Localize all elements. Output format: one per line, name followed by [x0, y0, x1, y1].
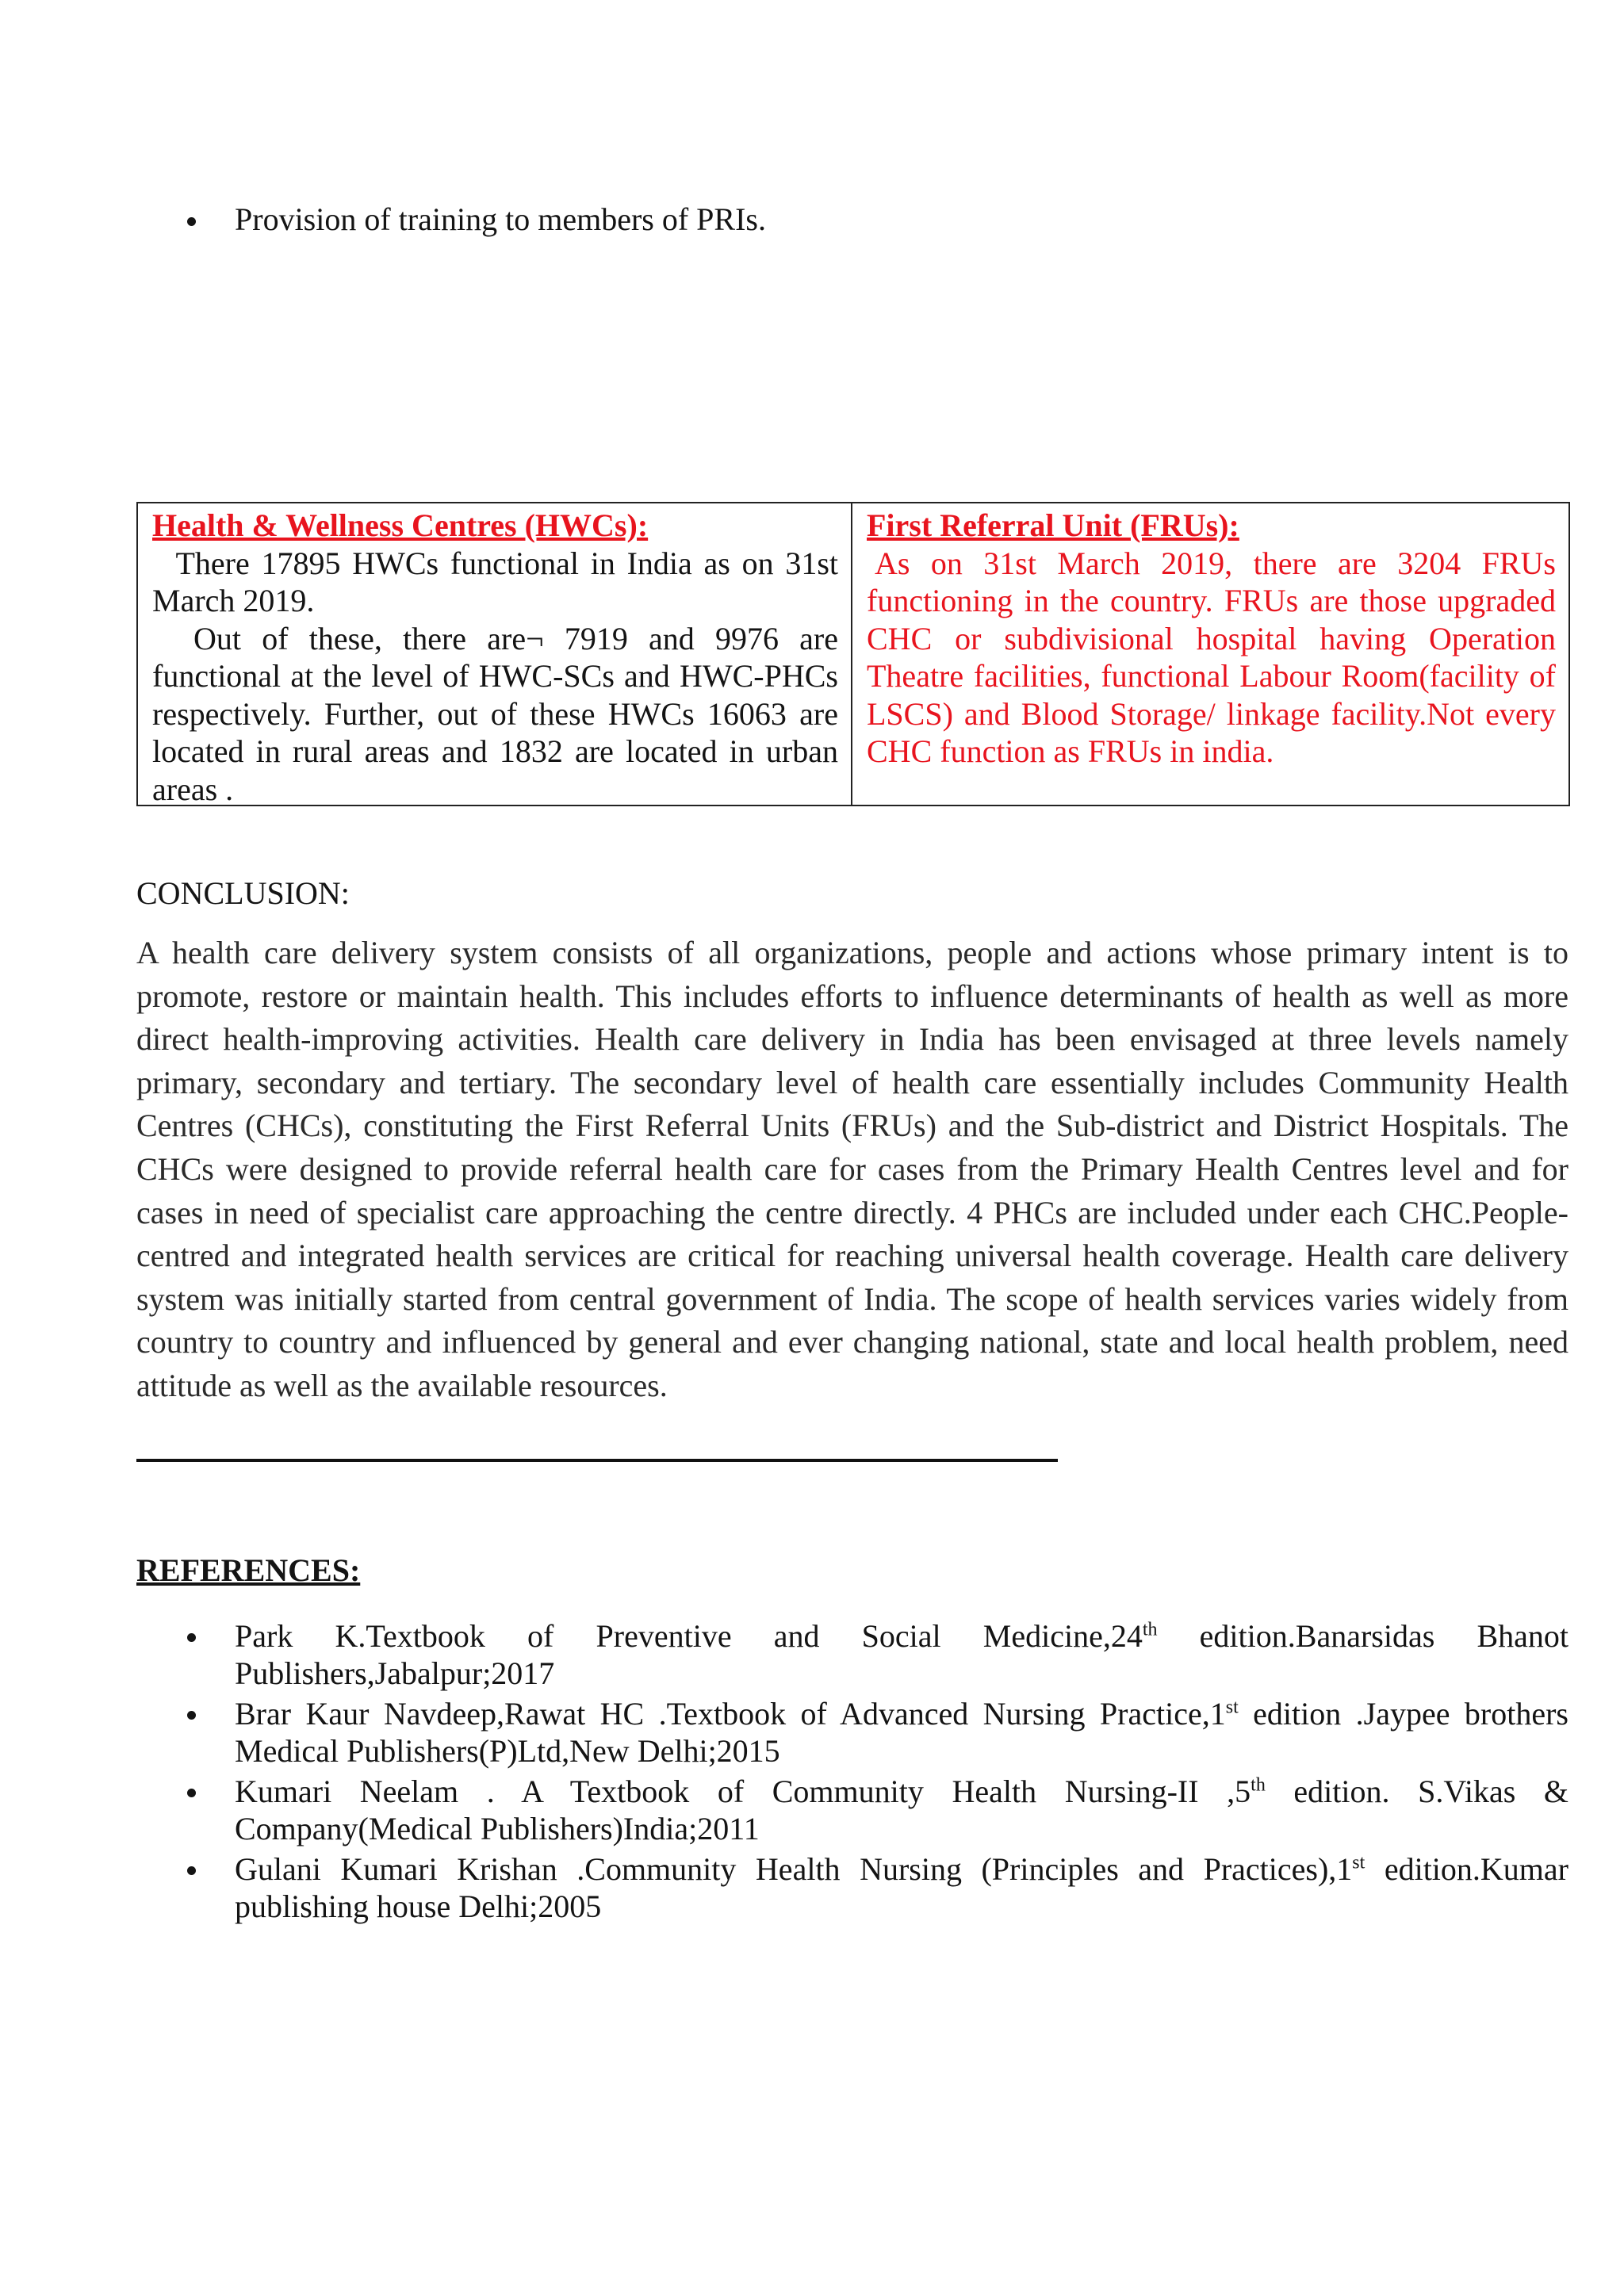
- info-table: [136, 502, 1570, 806]
- section-divider: [136, 1459, 1058, 1462]
- reference-text: [235, 1617, 1568, 1692]
- hwc-title: Health & Wellness Centres (HWCs):: [152, 507, 649, 543]
- reference-rest: edition.Kumar publishing house Delhi;2005: [235, 1851, 1568, 1924]
- reference-sup: st: [1225, 1697, 1239, 1718]
- reference-text: [235, 1695, 1568, 1770]
- list-item: [136, 1773, 1568, 1847]
- reference-rest: edition.Banarsidas Bhanot Publishers,Jabalpur;2017: [235, 1618, 1568, 1691]
- references-heading: REFERENCES:: [136, 1552, 361, 1588]
- bullet-text: Provision of training to members of PRIs.: [235, 201, 766, 237]
- fru-para-1: As on 31st March 2019, there are 3204 FRUs functioning in the country. FRUs are those upgraded CHC or subdivisional hospital having Operation Theatre facilities, functional Labour Room(facility of LSCS) and Blood Storage/ linkage facility.Not every CHC function as FRUs in india.: [867, 545, 1556, 769]
- references-list: [136, 1617, 1568, 1928]
- list-item: [136, 197, 1564, 243]
- reference-main: Gulani Kumari Krishan .Community Health Nursing (Principles and Practices),1: [235, 1851, 1353, 1887]
- reference-main: Park K.Textbook of Preventive and Social Medicine,24: [235, 1618, 1143, 1654]
- reference-sup: th: [1142, 1619, 1158, 1640]
- hwc-cell: [138, 503, 852, 805]
- hwc-para-2: Out of these, there are¬ 7919 and 9976 are functional at the level of HWC-SCs and HWC-PHCs respectively. Further, out of these HWCs 16063 are located in rural areas and 1832 are located in urban areas .: [152, 620, 838, 807]
- reference-text: [235, 1850, 1568, 1925]
- fru-cell: [852, 503, 1568, 805]
- reference-sup: st: [1352, 1852, 1365, 1873]
- conclusion-body: [136, 932, 1568, 1408]
- reference-rest: edition .Jaypee brothers Medical Publishers(P)Ltd,New Delhi;2015: [235, 1696, 1568, 1769]
- reference-rest: edition. S.Vikas & Company(Medical Publishers)India;2011: [235, 1774, 1569, 1846]
- list-item: [136, 1695, 1568, 1770]
- reference-text: [235, 1773, 1568, 1847]
- reference-sup: th: [1251, 1774, 1266, 1796]
- bullet-icon: [136, 1773, 235, 1810]
- bullet-icon: [136, 1850, 235, 1888]
- reference-main: Brar Kaur Navdeep,Rawat HC .Textbook of Advanced Nursing Practice,1: [235, 1696, 1226, 1732]
- reference-main: Kumari Neelam . A Textbook of Community Health Nursing-II ,5: [235, 1774, 1251, 1809]
- conclusion-heading: CONCLUSION:: [136, 875, 350, 911]
- list-item: [136, 1617, 1568, 1692]
- hwc-para-1: There 17895 HWCs functional in India as on 31st March 2019.: [152, 545, 847, 618]
- bullet-icon: [136, 1695, 235, 1732]
- bullet-icon: [136, 1617, 235, 1655]
- top-bullet-list: [136, 197, 1564, 243]
- bullet-icon: [136, 197, 235, 243]
- list-item: [136, 1850, 1568, 1925]
- fru-title: First Referral Unit (FRUs):: [867, 507, 1239, 543]
- conclusion-paragraph: A health care delivery system consists of all organizations, people and actions whose primary intent is to promote, restore or maintain health. This includes efforts to influence determinants of health as well as more direct health-improving activities. Health care delivery in India has been envisaged at three levels namely primary, secondary and tertiary. The secondary level of health care essentially includes Community Health Centres (CHCs), constituting the First Referral Units (FRUs) and the Sub-district and District Hospitals. The CHCs were designed to provide referral health care for cases from the Primary Health Centres level and for cases in need of specialist care approaching the centre directly. 4 PHCs are included under each CHC.People-centred and integrated health services are critical for reaching universal health coverage. Health care delivery system was initially started from central government of India. The scope of health services varies widely from country to country and influenced by general and ever changing national, state and local health problem, need attitude as well as the available resources.: [136, 935, 1568, 1403]
